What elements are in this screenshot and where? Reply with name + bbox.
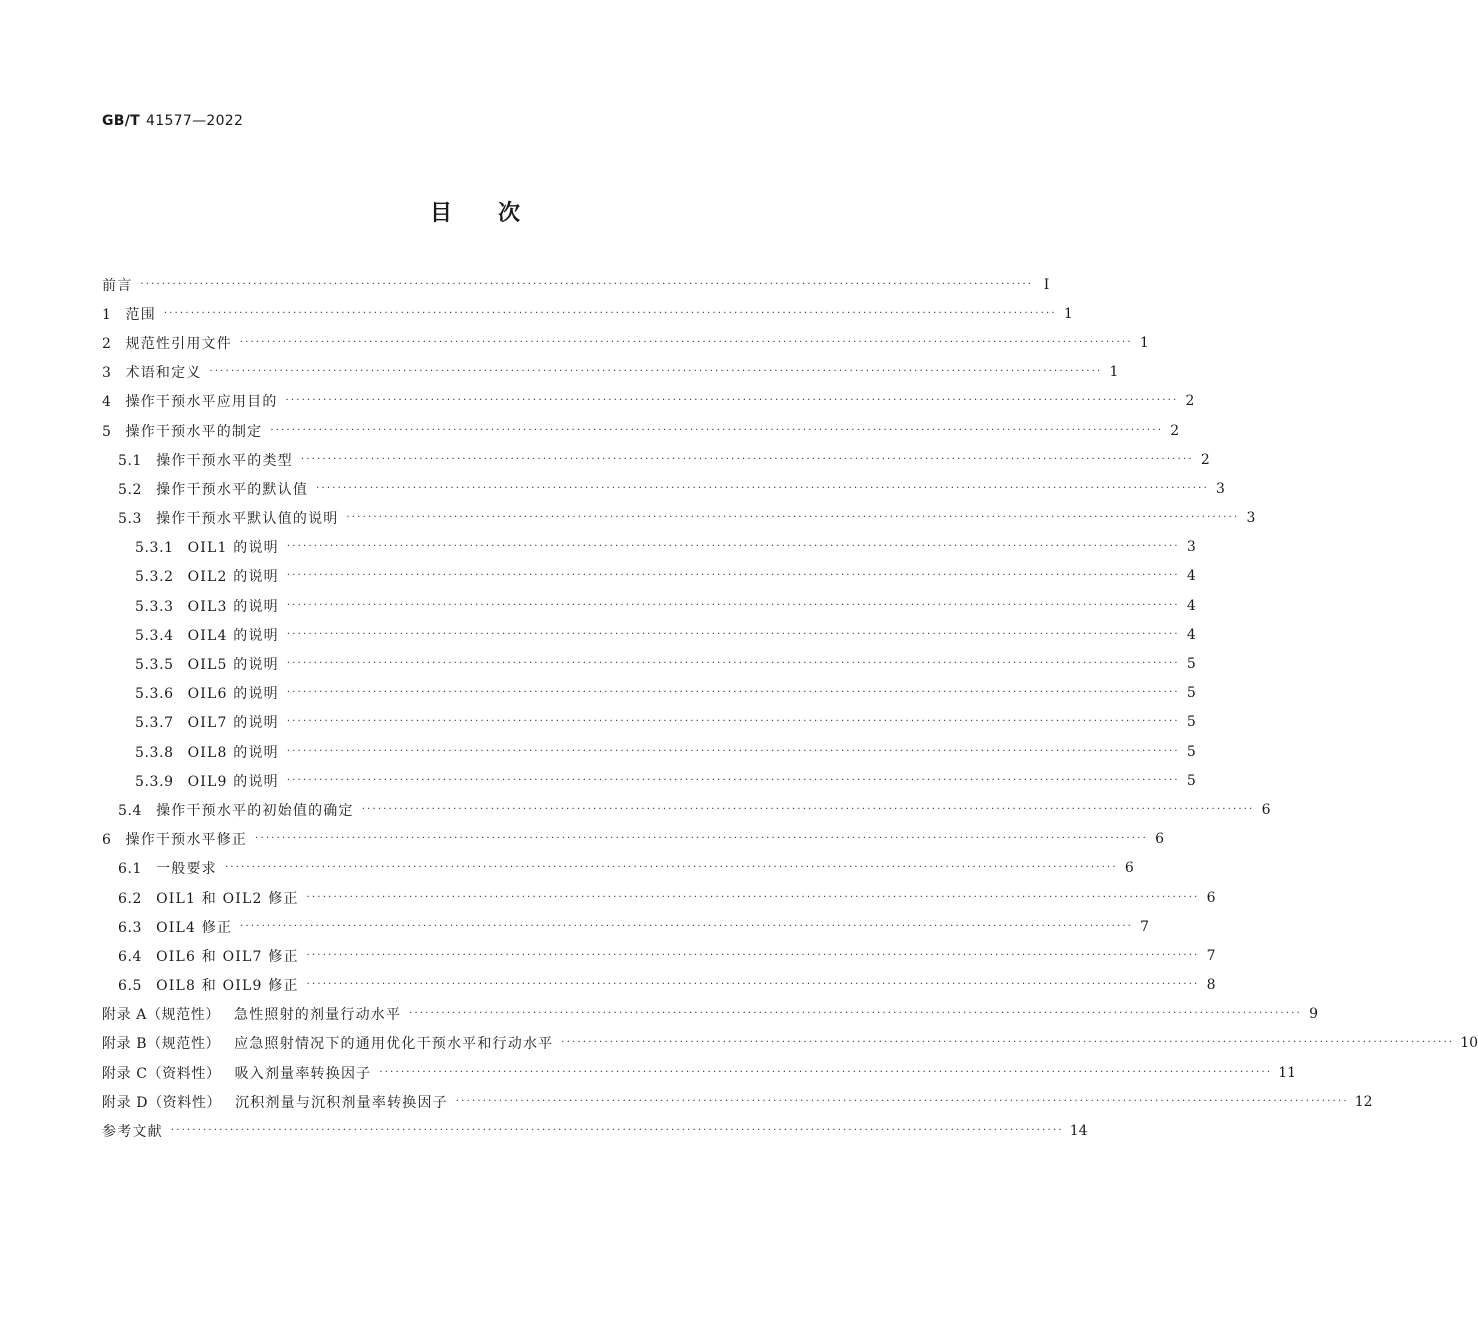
toc-entry-number: 附录 D（资料性） [102,1094,222,1111]
toc-entry-heading [118,975,299,995]
toc-entry-heading [102,1063,371,1083]
toc-entry-page: Ⅰ [1043,276,1050,293]
toc-entry-page: 6 [1206,889,1216,906]
dot-leader: ······································································································································································ [163,307,1057,319]
toc-entry-label: OIL3 的说明 [187,598,279,615]
dot-leader: ······································································································································································ [379,1066,1273,1078]
toc-entry-heading [135,566,279,586]
toc-entry-number: 5.3.5 [135,657,174,674]
toc-entry-heading [102,304,156,324]
toc-entry-number: 6.4 [118,948,143,965]
toc-entry-label: OIL4 修正 [156,919,233,936]
toc-entry-label: 操作干预水平的默认值 [156,481,309,498]
toc-entry[interactable] [102,1058,1297,1087]
toc-entry-number: 6.1 [118,861,143,878]
toc-entry-label: 操作干预水平应用目的 [125,394,278,411]
dot-leader: ······································································································································································ [286,599,1180,611]
toc-entry[interactable] [102,299,1073,328]
toc-entry-page: 1 [1139,334,1149,351]
toc-entry-page: 5 [1186,743,1196,760]
toc-entry-heading [118,479,308,499]
toc-entry-page: 5 [1186,656,1196,673]
toc-entry-heading [135,683,279,703]
dot-leader: ······································································································································································ [270,424,1164,436]
dot-leader: ······································································································································································ [286,628,1180,640]
toc-entry-label: OIL1 和 OIL2 修正 [156,890,299,907]
toc-entry-page: 5 [1186,714,1196,731]
toc-entry[interactable] [102,825,1164,854]
toc-entry-number: 5.3.9 [135,773,174,790]
toc-entry-number: 6 [102,832,112,849]
toc-entry[interactable] [102,708,1196,737]
table-of-contents [102,270,1478,1146]
toc-entry-label: 一般要求 [156,861,217,878]
toc-entry-heading [102,829,247,849]
toc-entry-page: 4 [1186,597,1196,614]
toc-entry[interactable] [102,328,1149,357]
toc-entry-heading [102,362,202,382]
toc-entry[interactable] [102,766,1196,795]
toc-entry[interactable] [102,1116,1088,1145]
toc-entry-heading [102,275,132,295]
toc-entry-number: 5.3.8 [135,744,174,761]
toc-entry[interactable] [102,883,1216,912]
toc-entry-label: 操作干预水平的类型 [156,452,293,469]
toc-entry-page: 9 [1309,1006,1319,1023]
toc-entry[interactable] [102,1029,1478,1058]
toc-entry[interactable] [102,620,1196,649]
toc-entry-number: 5.1 [118,452,143,469]
toc-entry-number: 5 [102,423,112,440]
toc-entry-page: 3 [1216,480,1225,497]
toc-entry-number: 5.3.4 [135,627,174,644]
toc-entry-heading [135,712,279,732]
toc-entry-heading [102,1092,448,1112]
toc-entry-number: 2 [102,335,112,352]
toc-entry-number: 附录 C（资料性） [102,1065,221,1082]
toc-entry-number: 5.2 [118,481,143,498]
toc-entry[interactable] [102,416,1180,445]
dot-leader: ······································································································································································ [285,395,1179,407]
dot-leader: ······································································································································································ [361,803,1255,815]
toc-entry[interactable] [102,795,1271,824]
toc-entry-heading [135,771,279,791]
toc-entry-label: OIL2 的说明 [187,569,279,586]
toc-entry-page: 14 [1069,1123,1088,1140]
dot-leader: ······································································································································································ [316,482,1209,494]
dot-leader: ······································································································································································ [255,833,1148,845]
toc-entry-heading [118,450,293,470]
toc-entry-label: OIL9 的说明 [187,773,279,790]
toc-entry[interactable] [102,649,1196,678]
toc-entry-label: 操作干预水平的初始值的确定 [156,802,354,819]
dot-leader: ······································································································································································ [224,862,1118,874]
toc-entry[interactable] [102,1000,1319,1029]
toc-entry-label: 急性照射的剂量行动水平 [233,1007,402,1024]
toc-entry-heading [118,917,232,937]
toc-entry-page: 1 [1109,364,1119,381]
toc-entry-page: 6 [1261,801,1271,818]
standard-code [102,113,243,129]
toc-entry-page: 3 [1246,510,1256,527]
toc-entry-label: OIL6 和 OIL7 修正 [156,948,299,965]
toc-entry-label: 术语和定义 [125,365,202,382]
toc-entry-number: 附录 A（规范性） [102,1007,220,1024]
toc-entry-label: 吸入剂量率转换因子 [234,1065,372,1082]
toc-entry-number: 5.3.3 [135,598,174,615]
toc-entry-number: 5.3.6 [135,686,174,703]
toc-entry-heading [118,800,354,820]
toc-entry-heading [102,1004,401,1024]
toc-entry-label: OIL5 的说明 [187,657,279,674]
dot-leader: ······································································································································································ [300,453,1194,465]
toc-entry-heading [118,858,217,878]
toc-entry[interactable] [102,270,1050,299]
toc-entry[interactable] [102,445,1210,474]
toc-entry-page: 4 [1186,568,1196,585]
toc-entry[interactable] [102,679,1196,708]
toc-entry[interactable] [102,504,1256,533]
toc-entry-page: 12 [1354,1093,1373,1110]
dot-leader: ······································································································································································ [140,278,1034,290]
toc-entry-number: 1 [102,306,112,323]
toc-entry[interactable] [102,562,1196,591]
toc-entry-label: OIL1 的说明 [187,540,279,557]
toc-entry-number: 4 [102,394,112,411]
dot-leader: ······································································································································································ [286,541,1180,553]
toc-entry[interactable] [102,854,1134,883]
toc-entry-page: 5 [1186,685,1196,702]
dot-leader: ······································································································································································ [286,687,1180,699]
toc-entry-heading [135,596,279,616]
toc-entry[interactable] [102,358,1119,387]
dot-leader: ······································································································································································ [455,1095,1349,1107]
dot-leader: ······································································································································································ [561,1037,1455,1049]
toc-entry-number: 5.3.2 [135,569,174,586]
toc-entry-heading [135,742,279,762]
dot-leader: ······································································································································································ [306,891,1200,903]
toc-entry-label: 沉积剂量与沉积剂量率转换因子 [235,1094,448,1111]
toc-entry[interactable] [102,737,1196,766]
toc-entry-label: OIL6 的说明 [187,686,279,703]
dot-leader: ······································································································································································ [239,336,1133,348]
toc-entry-number: 附录 B（规范性） [102,1036,221,1053]
toc-entry[interactable] [102,971,1216,1000]
toc-entry[interactable] [102,591,1196,620]
standard-number: 41577—2022 [146,113,244,129]
toc-entry-page: 3 [1186,539,1196,556]
dot-leader: ······································································································································································ [170,1125,1064,1137]
dot-leader: ······································································································································································ [240,920,1134,932]
toc-entry-page: 7 [1140,918,1150,935]
toc-entry-heading [118,946,299,966]
toc-entry-number: 5.4 [118,802,143,819]
toc-entry-page: 6 [1155,831,1164,848]
toc-entry-page: 7 [1206,947,1216,964]
dot-leader: ······································································································································································ [409,1008,1303,1020]
toc-entry-heading [102,1121,163,1141]
toc-entry[interactable] [102,474,1225,503]
dot-leader: ······································································································································································ [346,512,1240,524]
toc-entry-number: 5.3.7 [135,715,174,732]
toc-entry-heading [135,625,279,645]
toc-entry-number: 3 [102,365,112,382]
toc-entry-page: 1 [1063,305,1073,322]
toc-entry-label: 操作干预水平默认值的说明 [156,511,339,528]
dot-leader: ······································································································································································ [286,716,1180,728]
dot-leader: ······································································································································································ [286,745,1180,757]
dot-leader: ······································································································································································ [286,774,1180,786]
toc-entry-page: 2 [1170,422,1180,439]
toc-entry-page: 10 [1460,1035,1478,1052]
toc-entry[interactable] [102,533,1196,562]
toc-entry-label: 操作干预水平的制定 [125,423,263,440]
toc-entry-number: 5.3.1 [135,540,174,557]
toc-entry-label: 规范性引用文件 [125,335,232,352]
toc-entry-label: OIL8 的说明 [187,744,279,761]
toc-entry-label: OIL4 的说明 [187,627,279,644]
dot-leader: ······································································································································································ [286,570,1180,582]
toc-entry[interactable] [102,912,1150,941]
toc-entry-page: 5 [1186,772,1196,789]
toc-entry-heading [102,391,278,411]
toc-title: 目次 [429,201,566,226]
toc-entry-label: 范围 [125,306,156,323]
toc-entry-page: 8 [1206,977,1216,994]
toc-entry[interactable] [102,387,1195,416]
toc-entry-page: 2 [1185,393,1195,410]
toc-entry-number: 6.2 [118,890,143,907]
toc-entry-heading [102,1033,553,1053]
toc-entry-label: OIL8 和 OIL9 修正 [156,978,299,995]
toc-entry-label: OIL7 的说明 [187,715,279,732]
toc-entry-label: 操作干预水平修正 [125,832,248,849]
dot-leader: ······································································································································································ [286,658,1180,670]
toc-entry-number: 5.3 [118,511,143,528]
toc-entry-heading [135,654,279,674]
toc-entry-number: 6.5 [118,978,143,995]
toc-entry[interactable] [102,1087,1373,1116]
toc-entry-number: 6.3 [118,919,143,936]
dot-leader: ······································································································································································ [306,979,1200,991]
toc-entry-heading [102,421,262,441]
toc-entry-label: 应急照射情况下的通用优化干预水平和行动水平 [234,1036,554,1053]
toc-entry-page: 2 [1200,451,1210,468]
toc-entry-heading [118,508,338,528]
toc-entry-heading [102,333,232,353]
toc-entry-page: 11 [1278,1064,1297,1081]
toc-entry[interactable] [102,941,1216,970]
toc-entry-label: 参考文献 [102,1124,163,1141]
dot-leader: ······································································································································································ [209,366,1103,378]
toc-entry-label: 前言 [102,277,133,294]
standard-prefix: GB/T [102,113,141,129]
dot-leader: ······································································································································································ [306,949,1200,961]
toc-entry-page: 4 [1186,626,1196,643]
toc-entry-heading [118,888,299,908]
toc-entry-page: 6 [1124,860,1134,877]
toc-entry-heading [135,537,279,557]
